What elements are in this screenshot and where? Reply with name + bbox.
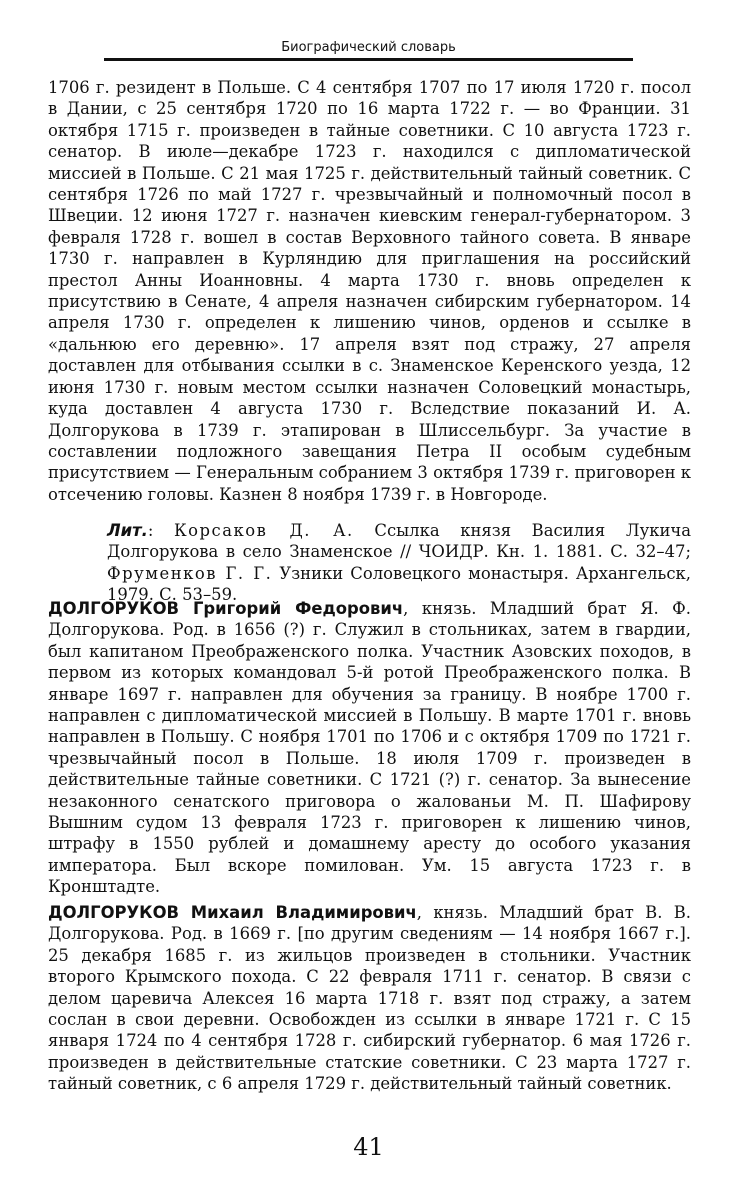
lit-text-1: Ссылка князя Василия Лукича Долгорукова в село Знаменское // ЧОИДР. Кн. 1. 1881. С. 32–47; (107, 521, 692, 562)
entry-dolgorukov-grigory (48, 598, 691, 898)
entry-body: , князь. Младший брат В. В. Долгорукова. Род. в 1669 г. [по другим сведениям — 14 ноября 1667 г.]. 25 декабря 1685 г. из жильцов произведен в стольники. Участник второго Крымского похода. С 22 февраля 1711 г. сенатор. В связи с делом царевича Алексея 16 марта 1718 г. взят под стражу, а затем сослан в свои деревни. Освобожден из ссылки в январе 1721 г. С 15 января 1724 по 4 сентября 1728 г. сибирский губернатор. 6 мая 1726 г. произведен в действительные статские советники. С 23 марта 1727 г. тайный советник, с 6 апреля 1729 г. действительный тайный советник. (48, 903, 691, 1094)
entry-body: , князь. Младший брат Я. Ф. Долгорукова. Род. в 1656 (?) г. Служил в стольниках, затем в гвардии, был капитаном Преображенского полка. Участник Азовских походов, в первом из которых командовал 5-й ротой Преображенского полка. В январе 1697 г. направлен для обучения за границу. В ноябре 1700 г. направлен с дипломатической миссией в Польшу. В марте 1701 г. вновь направлен в Польшу. С ноября 1701 по 1706 и с октября 1709 по 1721 г. чрезвычайный посол в Польше. 18 июля 1709 г. произведен в действительные тайные советники. С 1721 (?) г. сенатор. За вынесение незаконного сенатского приговора о жалованьи М. П. Шафирову Вышним судом 13 февраля 1723 г. приговорен к лишению чинов, штрафу в 1550 рублей и домашнему аресту до особого указания императора. Был вскоре помилован. Ум. 15 августа 1723 г. в Кронштадте. (48, 599, 691, 897)
page-number: 41 (353, 1133, 384, 1161)
literature-label: Лит. (107, 521, 148, 540)
lit-author-2: Фруменков Г. Г. (107, 563, 273, 583)
header-rule (104, 58, 633, 61)
lit-author-1: Корсаков Д. А. (174, 521, 354, 540)
lit-text-2: Узники Соловецкого монастыря. Архангельск, 1979. С. 53–59. (107, 563, 691, 605)
entry-headword: ДОЛГОРУКОВ Григорий Федорович (48, 599, 404, 618)
running-header: Биографический словарь (281, 40, 456, 55)
entry-headword: ДОЛГОРУКОВ Михаил Владимирович (48, 903, 417, 922)
entry-dolgorukov-mikhail (48, 902, 691, 1095)
paragraph-continuation: 1706 г. резидент в Польше. С 4 сентября 1707 по 17 июля 1720 г. посол в Дании, с 25 сентября 1720 по 16 марта 1722 г. — во Франции. 31 октября 1715 г. произведен в тайные советники. С 10 августа 1723 г. сенатор. В июле—декабре 1723 г. находился с дипломатической миссией в Польше. С 21 мая 1725 г. действительный тайный советник. С сентября 1726 по май 1727 г. чрезвычайный и полномочный посол в Швеции. 12 июня 1727 г. назначен киевским генерал-губернатором. 3 февраля 1728 г. вошел в состав Верховного тайного совета. В январе 1730 г. направлен в Курляндию для приглашения на российский престол Анны Иоанновны. 4 марта 1730 г. вновь определен к присутствию в Сенате, 4 апреля назначен сибирским губернатором. 14 апреля 1730 г. определен к лишению чинов, орденов и ссылке в «дальнюю его деревню». 17 апреля взят под стражу, 27 апреля доставлен для отбывания ссылки в с. Знаменское Керенского уезда, 12 июня 1730 г. новым местом ссылки назначен Соловецкий монастырь, куда доставлен 4 августа 1730 г. Вследствие показаний И. А. Долгорукова в 1739 г. этапирован в Шлиссельбург. За участие в составлении подложного завещания Петра II особым судебным присутствием — Генеральным собранием 3 октября 1739 г. приговорен к отсечению головы. Казнен 8 ноября 1739 г. в Новгороде. (48, 78, 691, 504)
literature-reference: Лит.: Корсаков Д. А. Ссылка князя Василия Лукича Долгорукова в село Знаменское // ЧОИДР. Кн. 1. 1881. С. 32–47; Фруменков Г. Г. Узники Соловецкого монастыря. Архангельск, 1979. С. 53–59. (107, 521, 692, 605)
